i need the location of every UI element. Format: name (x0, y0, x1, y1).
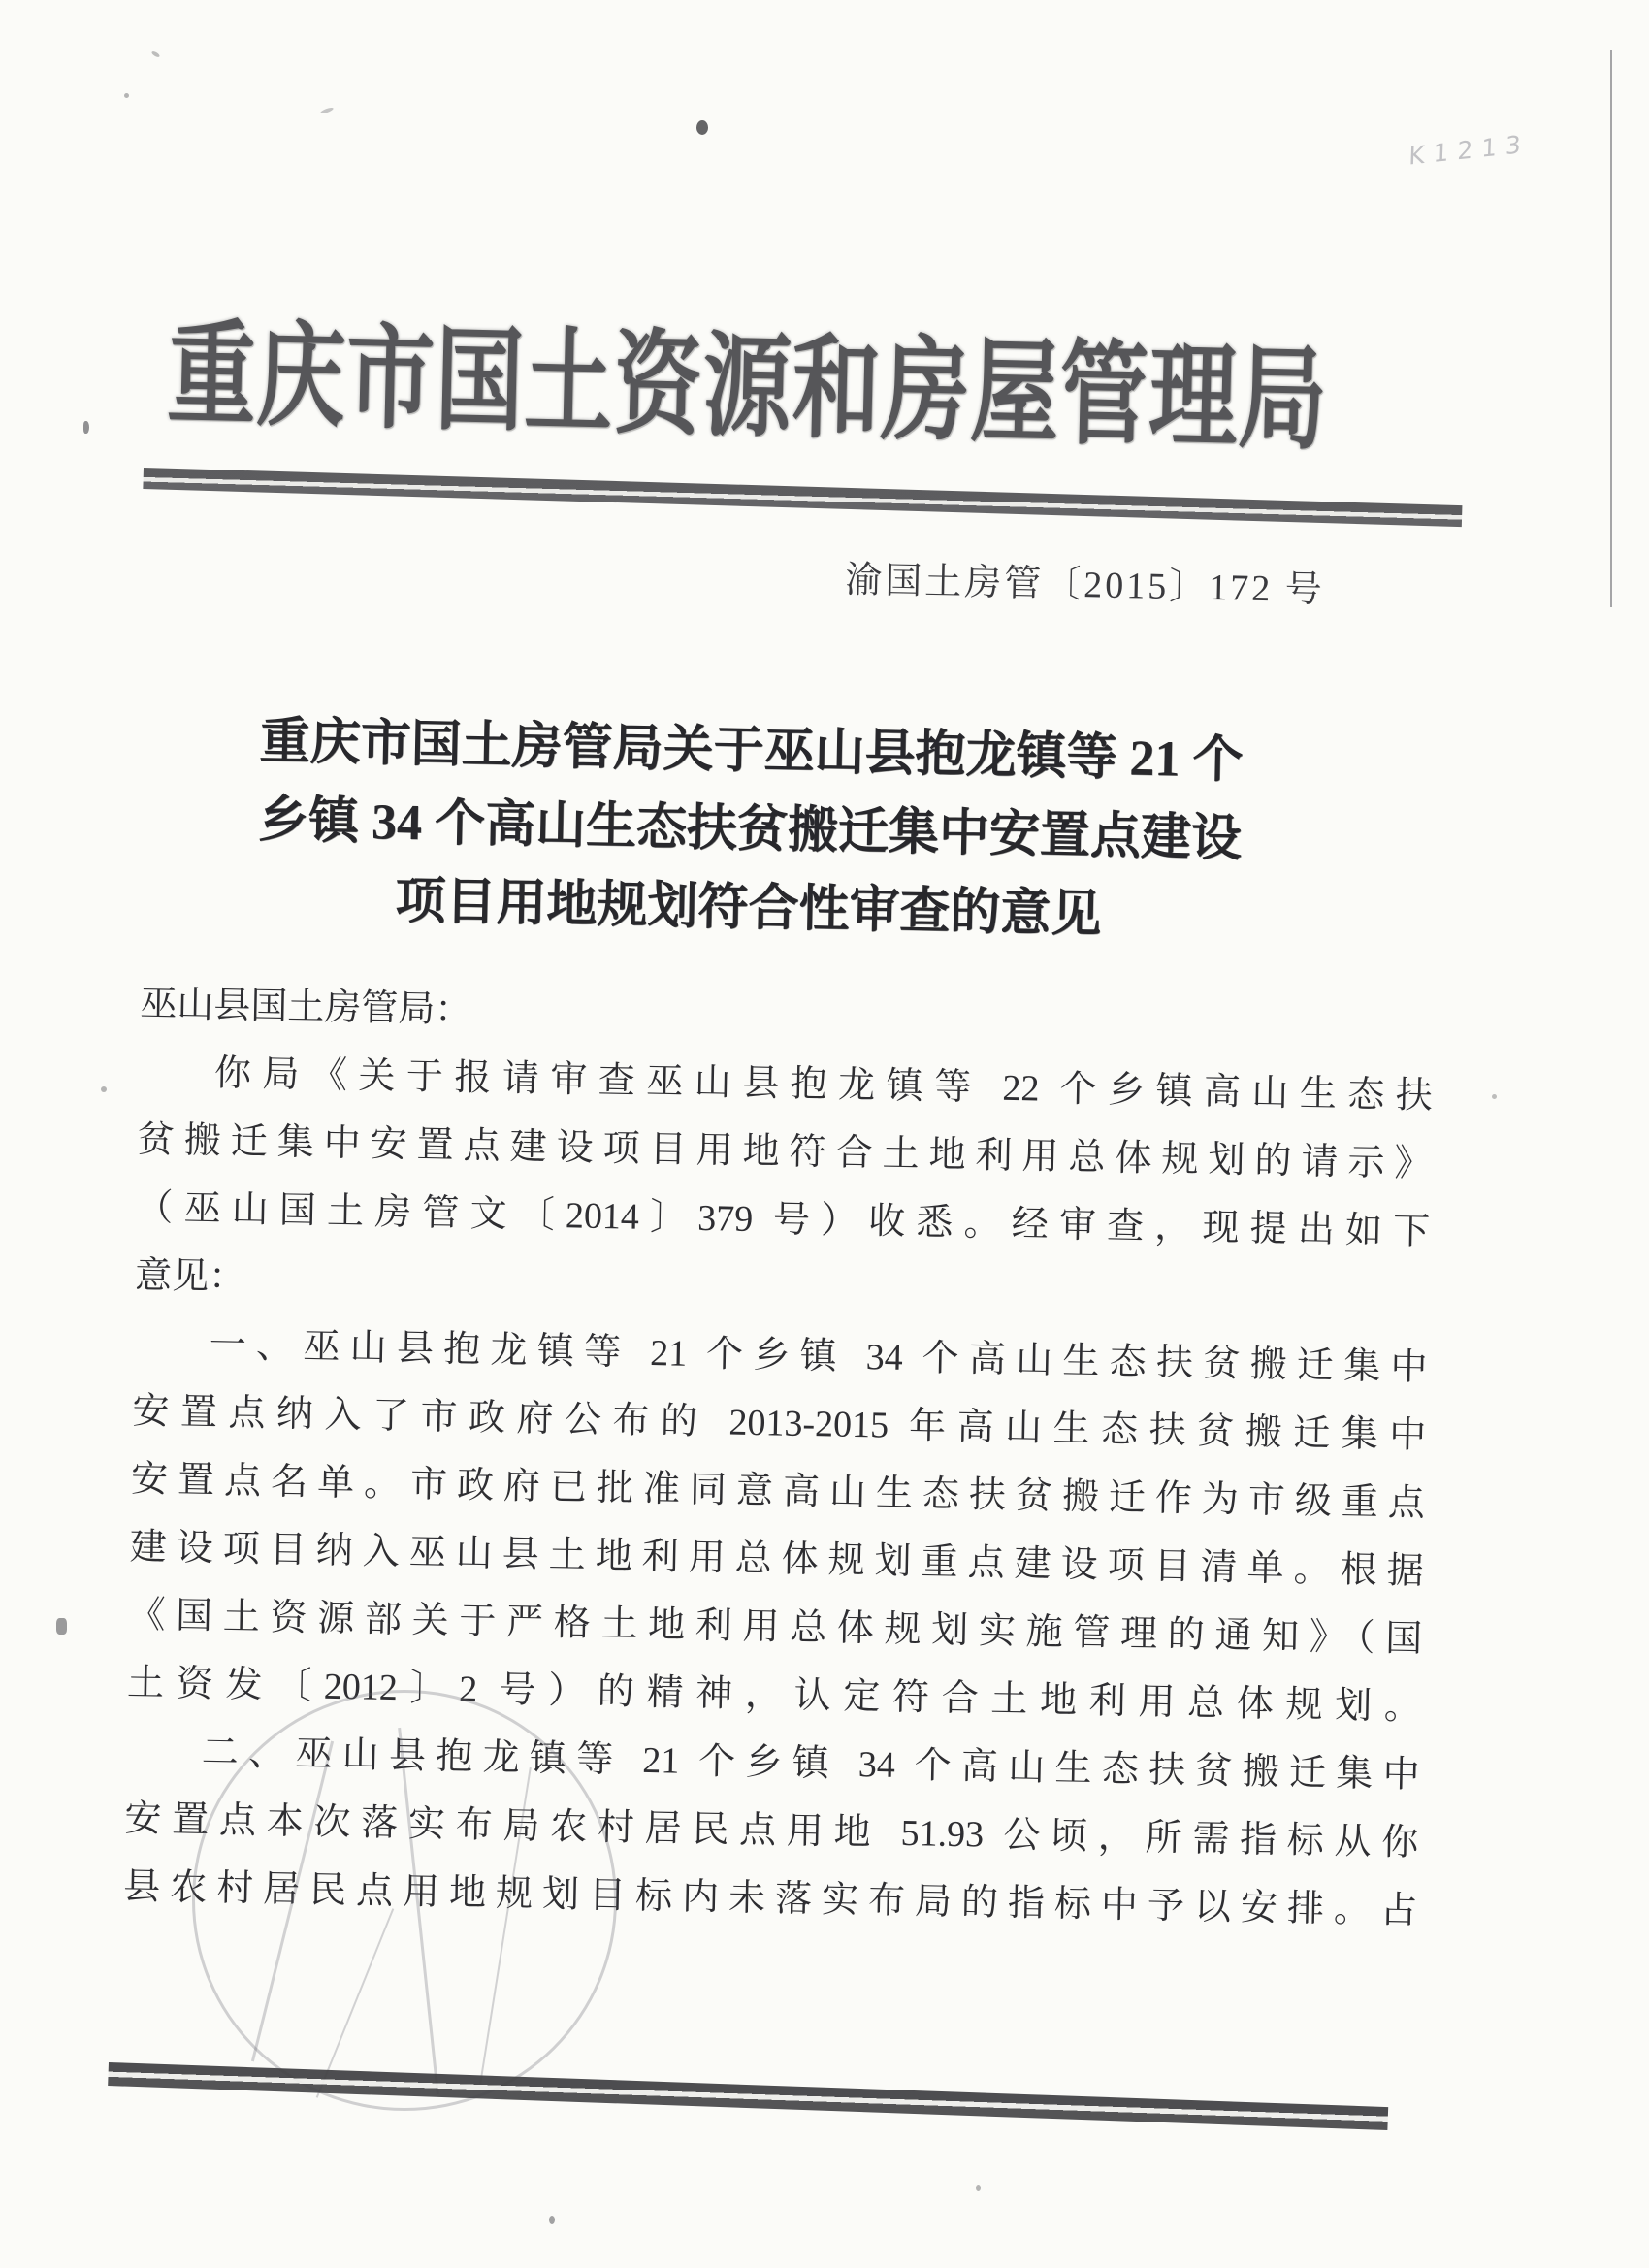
title-line: 项目用地规划符合性审查的意见 (394, 873, 1102, 943)
body-line: 贫搬迁集中安置点建设项目用地符合土地利用总体规划的请示》 (137, 1118, 1432, 1185)
scan-speck (1492, 1094, 1497, 1099)
scan-speck (320, 107, 335, 115)
body-line: 二、巫山县抱龙镇等 21 个乡镇 34 个高山生态扶贫搬迁集中 (201, 1732, 1420, 1796)
page-edge-line (1610, 50, 1612, 607)
body-line: 安置点本次落实布局农村居民点用地 51.93 公顷，所需指标从你 (124, 1798, 1419, 1863)
body-line: 意见： (134, 1254, 246, 1299)
body-line: 安置点名单。市政府已批准同意高山生态扶贫搬迁作为市级重点 (130, 1458, 1426, 1525)
letterhead-divider-rule (143, 468, 1462, 527)
scan-speck (976, 2185, 981, 2191)
salutation: 巫山县国土房管局： (139, 983, 472, 1031)
scan-speck (549, 2216, 555, 2224)
scan-speck (124, 93, 129, 98)
scan-speck (56, 1618, 67, 1635)
body-line: 土资发〔2012〕2 号）的精神，认定符合土地利用总体规划。 (126, 1662, 1422, 1729)
body-line: 一、巫山县抱龙镇等 21 个乡镇 34 个高山生态扶贫搬迁集中 (209, 1324, 1428, 1389)
scan-speck (151, 50, 161, 58)
bottom-scan-rule (108, 2062, 1388, 2130)
body-line: 你局《关于报请审查巫山县抱龙镇等 22 个乡镇高山生态扶 (213, 1053, 1434, 1118)
body-line: 县农村居民点用地规划目标内未落实布局的指标中予以安排。占 (122, 1865, 1418, 1931)
body-line: 建设项目纳入巫山县土地利用总体规划重点建设项目清单。根据 (129, 1526, 1424, 1593)
body-line: 《国土资源部关于严格土地利用总体规划实施管理的通知》（国 (128, 1594, 1423, 1661)
body-line: 安置点纳入了市政府公布的 2013-2015 年高山生态扶贫搬迁集中 (132, 1390, 1427, 1457)
handwritten-mark: K1213 (1407, 129, 1531, 171)
title-line: 重庆市国土房管局关于巫山县抱龙镇等 21 个 (259, 713, 1245, 789)
document-body (123, 970, 1435, 1945)
document-title (158, 700, 1342, 959)
scan-speck (101, 1086, 107, 1092)
document-number: 渝国土房管〔2015〕172 号 (844, 559, 1326, 611)
scan-speck (83, 421, 89, 434)
body-line: （巫山国土房管文〔2014〕379 号）收悉。经审查，现提出如下 (135, 1186, 1431, 1253)
letterhead-agency-name: 重庆市国土资源和房屋管理局 (166, 311, 1330, 464)
scan-speck (696, 120, 708, 135)
title-line: 乡镇 34 个高山生态扶贫搬迁集中安置点建设 (257, 792, 1243, 867)
